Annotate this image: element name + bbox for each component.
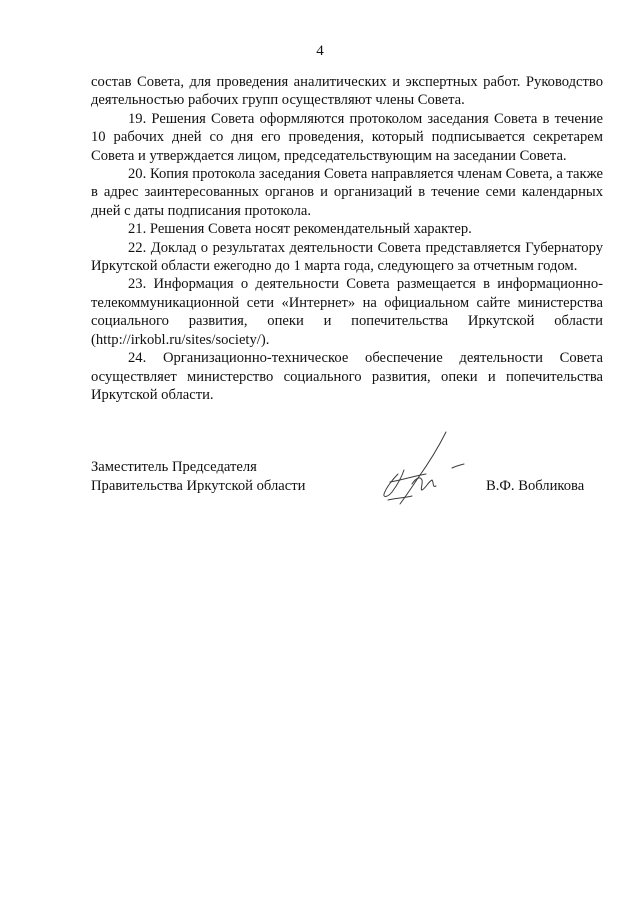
signer-name: В.Ф. Вобликова [486, 478, 585, 494]
signer-title-line-2: Правительства Иркутской области [91, 478, 306, 494]
paragraph-23: 23. Информация о деятельности Совета размещается в информационно-телекоммуникационной сети «Интернет» на официальном сайте министерства социального развития, опеки и попечительства Иркутской области (http://irkobl.ru/sites/society/). [91, 276, 603, 348]
page-number: 4 [316, 43, 324, 59]
paragraph-22: 22. Доклад о результатах деятельности Совета представляется Губернатору Иркутской области ежегодно до 1 марта года, следующего за отчетным годом. [91, 239, 603, 275]
paragraph-21: 21. Решения Совета носят рекомендательный характер. [128, 221, 472, 238]
paragraph-20: 20. Копия протокола заседания Совета направляется членам Совета, а также в адрес заинтересованных органов и организаций в течение семи календарных дней с даты подписания протокола. [91, 166, 603, 219]
handwritten-signature [368, 430, 473, 510]
paragraph-19: 19. Решения Совета оформляются протоколом заседания Совета в течение 10 рабочих дней со дня его проведения, который подписывается секретарем Совета и утверждается лицом, председательствующим на заседании Совета. [91, 110, 603, 164]
signer-title [91, 458, 305, 496]
paragraph-24: 24. Организационно-техническое обеспечение деятельности Совета осуществляет министерство социального развития, опеки и попечительства Иркутской области. [91, 350, 603, 403]
paragraph-group-composition: состав Совета, для проведения аналитических и экспертных работ. Руководство деятельностью рабочих групп осуществляют члены Совета. [91, 74, 603, 109]
document-body [91, 73, 603, 404]
signer-title-line-1: Заместитель Председателя [91, 459, 257, 475]
